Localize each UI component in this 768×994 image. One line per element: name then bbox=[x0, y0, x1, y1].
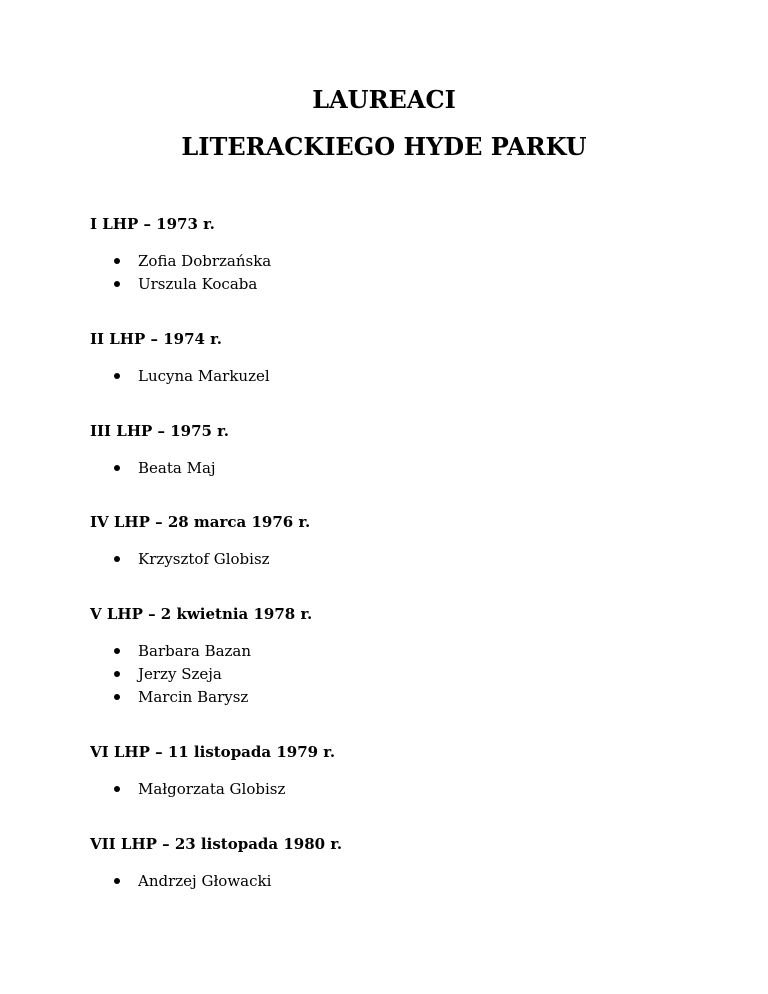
laureate-name: Małgorzata Globisz bbox=[138, 780, 286, 798]
laureate-list bbox=[90, 548, 710, 571]
laureate-list bbox=[90, 457, 710, 480]
edition-section-3 bbox=[90, 421, 710, 480]
bullet-icon bbox=[114, 556, 120, 562]
bullet-icon bbox=[114, 878, 120, 884]
bullet-icon bbox=[114, 694, 120, 700]
edition-heading: VII LHP – 23 listopada 1980 r. bbox=[90, 835, 343, 853]
laureate-item bbox=[90, 273, 710, 296]
bullet-icon bbox=[114, 373, 120, 379]
edition-heading: I LHP – 1973 r. bbox=[90, 215, 215, 233]
laureate-name: Andrzej Głowacki bbox=[138, 872, 272, 890]
edition-section-7 bbox=[90, 834, 710, 893]
laureate-item bbox=[90, 870, 710, 893]
edition-section-2 bbox=[90, 329, 710, 388]
laureate-item bbox=[90, 663, 710, 686]
edition-heading: VI LHP – 11 listopada 1979 r. bbox=[90, 743, 336, 761]
document-title-line-2: LITERACKIEGO HYDE PARKU bbox=[181, 132, 587, 161]
laureate-name: Urszula Kocaba bbox=[138, 275, 258, 293]
bullet-icon bbox=[114, 786, 120, 792]
edition-section-5 bbox=[90, 604, 710, 709]
laureate-item bbox=[90, 778, 710, 801]
bullet-icon bbox=[114, 648, 120, 654]
laureate-name: Barbara Bazan bbox=[138, 642, 252, 660]
edition-heading: II LHP – 1974 r. bbox=[90, 330, 222, 348]
bullet-icon bbox=[114, 281, 120, 287]
bullet-icon bbox=[114, 258, 120, 264]
laureate-item bbox=[90, 640, 710, 663]
edition-heading: III LHP – 1975 r. bbox=[90, 422, 229, 440]
laureate-item bbox=[90, 457, 710, 480]
laureate-name: Krzysztof Globisz bbox=[138, 550, 270, 568]
laureate-item bbox=[90, 365, 710, 388]
laureate-name: Marcin Barysz bbox=[138, 688, 249, 706]
edition-section-6 bbox=[90, 742, 710, 801]
bullet-icon bbox=[114, 671, 120, 677]
laureate-name: Jerzy Szeja bbox=[138, 665, 222, 683]
laureate-item bbox=[90, 250, 710, 273]
laureate-item bbox=[90, 548, 710, 571]
laureate-list bbox=[90, 870, 710, 893]
laureate-list bbox=[90, 778, 710, 801]
document-title-line-1: LAUREACI bbox=[312, 85, 456, 114]
edition-heading: V LHP – 2 kwietnia 1978 r. bbox=[90, 605, 313, 623]
edition-section-1 bbox=[90, 214, 710, 296]
bullet-icon bbox=[114, 465, 120, 471]
edition-section-4 bbox=[90, 512, 710, 571]
laureate-name: Beata Maj bbox=[138, 459, 216, 477]
laureate-list bbox=[90, 640, 710, 709]
laureate-name: Lucyna Markuzel bbox=[138, 367, 270, 385]
edition-heading: IV LHP – 28 marca 1976 r. bbox=[90, 513, 311, 531]
laureate-name: Zofia Dobrzańska bbox=[138, 252, 272, 270]
laureate-list bbox=[90, 250, 710, 296]
laureate-item bbox=[90, 686, 710, 709]
laureate-list bbox=[90, 365, 710, 388]
